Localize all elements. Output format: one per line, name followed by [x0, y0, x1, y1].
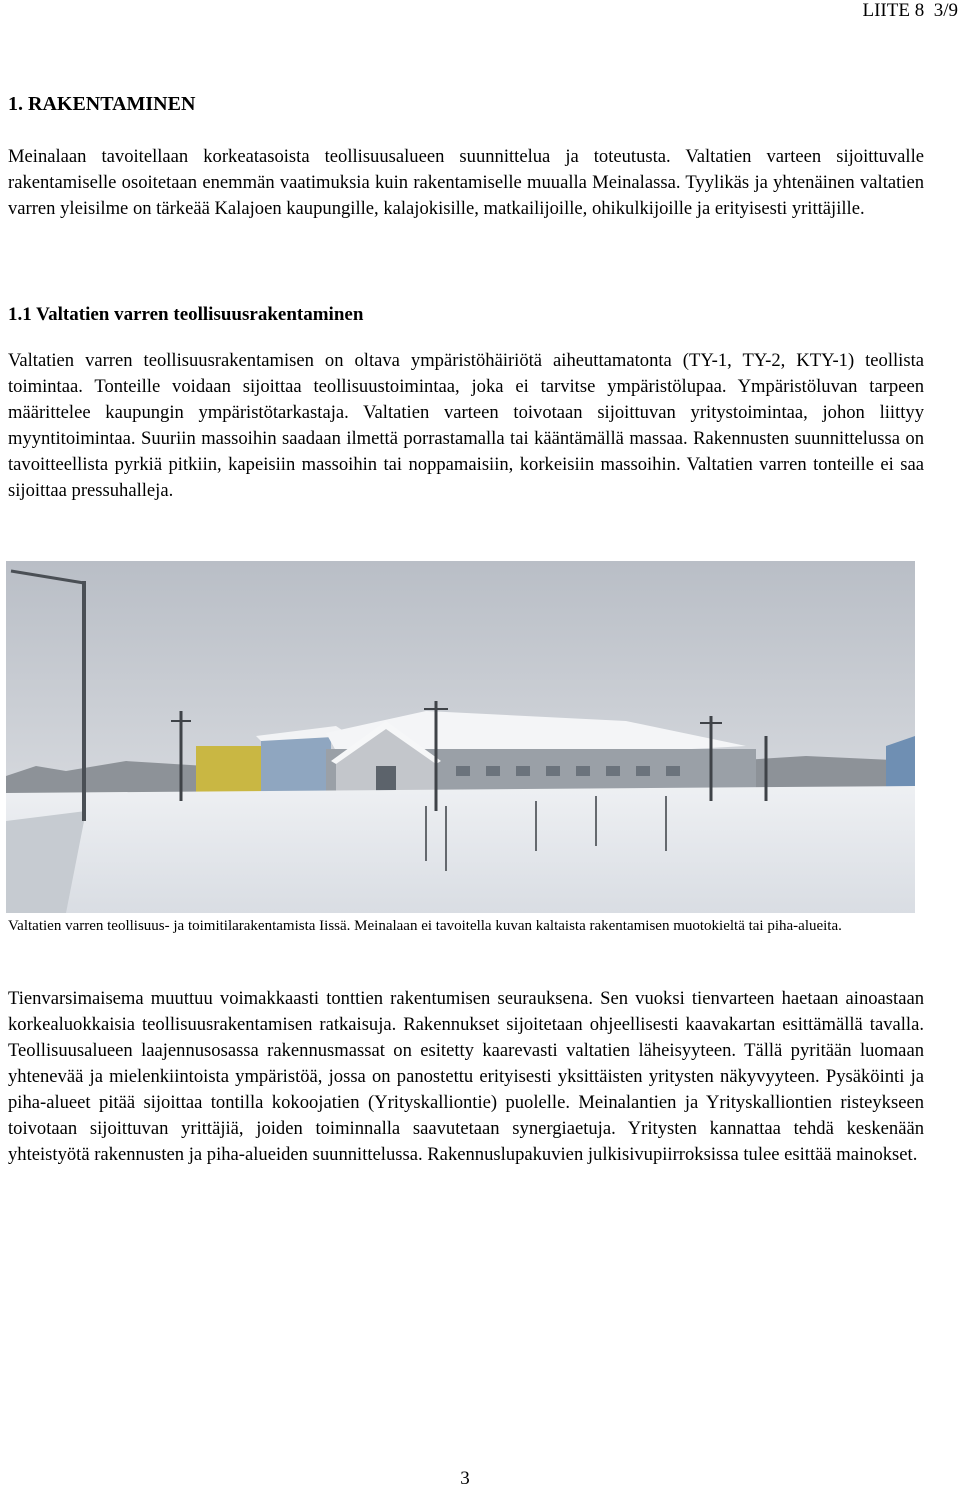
snow-ground: [6, 786, 915, 913]
intro-paragraph: Meinalaan tavoitellaan korkeatasoista teollisuusalueen suunnittelua ja toteutusta. Valtatien varteen sijoittuvalle rakentamiselle osoitetaan enemmän vaatimuksia kuin rakentamiselle muualla Meinalassa. Tyylikäs ja yhtenäinen valtatien varren yleisilme on tärkeää Kalajoen kaupungille, kalajokisille, matkailijoille, ohikulkijoille ja erityisesti yrittäjille.: [8, 146, 924, 219]
appendix-label: LIITE 8: [862, 0, 925, 21]
page-number: 3: [460, 1468, 470, 1489]
subsection-heading: 1.1 Valtatien varren teollisuusrakentaminen: [8, 304, 364, 325]
page-of-label: 3/9: [933, 0, 958, 21]
page-header: [862, 0, 958, 22]
closing-paragraph: Tienvarsimaisema muuttuu voimakkaasti tonttien rakentumisen seurauksena. Sen vuoksi tienvarteen haetaan ainoastaan korkealuokkaisia teollisuusrakentamisen ratkaisuja. Rakennukset sijoitetaan ohjeellisesti kaavakartan esittämällä tavalla. Teollisuusalueen laajennusosassa rakennusmassat on esitetty kaarevasti valtatien läheisyyteen. Tällä pyritään luomaan yhtenevää ja mielenkiintoista ympäristöä, jossa on panostettu erityisesti yksittäisten yritysten näkyvyyteen. Pysäköinti ja piha-alueet pitää sijoittaa tontilla kokoojatien (Yrityskalliontie) puolelle. Meinalantien ja Yrityskalliontien risteykseen toivotaan sijoittuvan yrittäjiä, joiden toiminnalla saavutetaan synergiaetuja. Yritysten kannattaa tehdä keskenään yhteistyötä rakennusten ja piha-alueiden suunnittelussa. Rakennuslupakuvien julkisivupiirroksissa tulee esittää mainokset.: [8, 988, 924, 1165]
subsection-paragraph: Valtatien varren teollisuusrakentamisen on oltava ympäristöhäiriötä aiheuttamatonta (TY-1, TY-2, KTY-1) teollista toimintaa. Tonteille voidaan sijoittaa teollisuustoimintaa, joka ei tarvitse ympäristölupaa. Ympäristöluvan tarpeen määrittelee kaupungin ympäristötarkastaja. Valtatien varteen toivotaan sijoittuvan yritystoimintaa, johon liittyy myyntitoimintaa. Suuriin massoihin saadaan ilmettä porrastamalla tai kääntämällä massaa. Rakennusten suunnittelussa on tavoitteellista pyrkiä pitkiin, kapeisiin massoihin tai noppamaisiin, korkeisiin massoihin. Valtatien varren tonteille ei saa sijoittaa pressuhalleja.: [8, 350, 924, 501]
figure-caption: Valtatien varren teollisuus- ja toimitilarakentamista Iissä. Meinalaan ei tavoitella kuvan kaltaista rakentamisen muotokieltä tai piha-alueita.: [8, 918, 842, 934]
section-heading: 1. RAKENTAMINEN: [8, 93, 196, 115]
industrial-buildings-photo: [6, 561, 915, 913]
